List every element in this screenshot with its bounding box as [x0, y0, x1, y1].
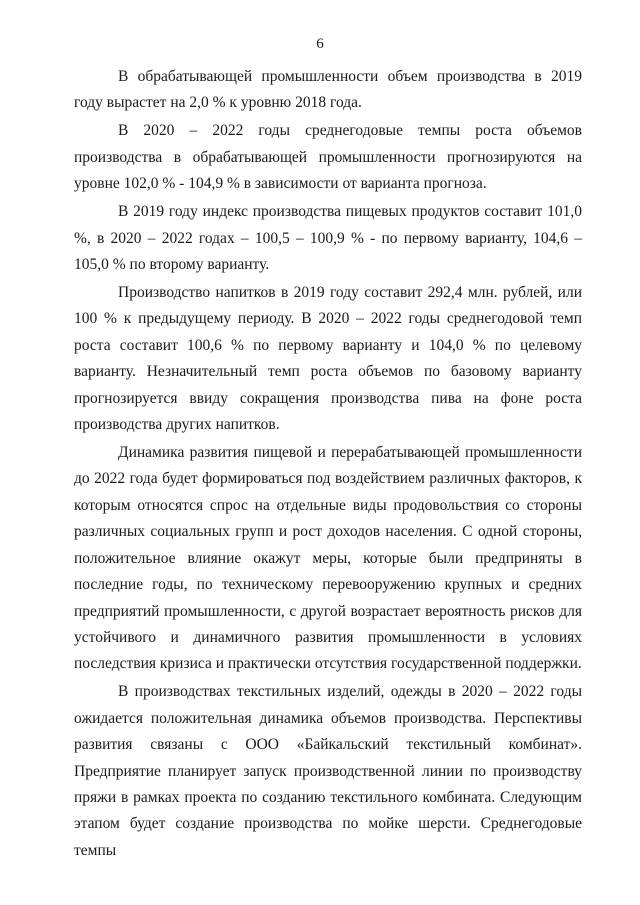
page-number: 6 — [316, 36, 324, 52]
paragraph-manufacturing-2019: В обрабатывающей промышленности объем производства в 2019 году вырастет на 2,0 % к уровню 2018 года. — [74, 68, 582, 112]
document-body — [74, 64, 582, 866]
paragraph-textiles: В производствах текстильных изделий, одежды в 2020 – 2022 годы ожидается положительная динамика объемов производства. Перспективы развития связаны с ООО «Байкальский текстильный комбинат». Предприятие планирует запуск производственной линии по производству пряжи в рамках проекта по созданию текстильного комбината. Следующим этапом будет создание производства по мойке шерсти. Среднегодовые темпы — [74, 683, 582, 859]
paragraph-beverages: Производство напитков в 2019 году составит 292,4 млн. рублей, или 100 % к предыдущему периоду. В 2020 – 2022 годы среднегодовой темп роста составит 100,6 % по первому варианту и 104,0 % по целевому варианту. Незначительный темп роста объемов по базовому варианту прогнозируется ввиду сокращения производства пива на фоне роста производства других напитков. — [74, 284, 582, 434]
paragraph-manufacturing-2020-2022: В 2020 – 2022 годы среднегодовые темпы роста объемов производства в обрабатывающей промышленности прогнозируются на уровне 102,0 % - 104,9 % в зависимости от варианта прогноза. — [74, 122, 582, 193]
paragraph-food-industry-dynamics: Динамика развития пищевой и перерабатывающей промышленности до 2022 года будет формироваться под воздействием различных факторов, к которым относятся спрос на отдельные виды продовольствия со стороны различных социальных групп и рост доходов населения. С одной стороны, положительное влияние окажут меры, которые были предприняты в последние годы, по техническому перевооружению крупных и средних предприятий промышленности, с другой возрастает вероятность рисков для устойчивого и динамичного развития промышленности в условиях последствия кризиса и практически отсутствия государственной поддержки. — [74, 444, 582, 673]
paragraph-food-production: В 2019 году индекс производства пищевых продуктов составит 101,0 %, в 2020 – 2022 годах – 100,5 – 100,9 % - по первому варианту, 104,6 – 105,0 % по второму варианту. — [74, 203, 582, 274]
